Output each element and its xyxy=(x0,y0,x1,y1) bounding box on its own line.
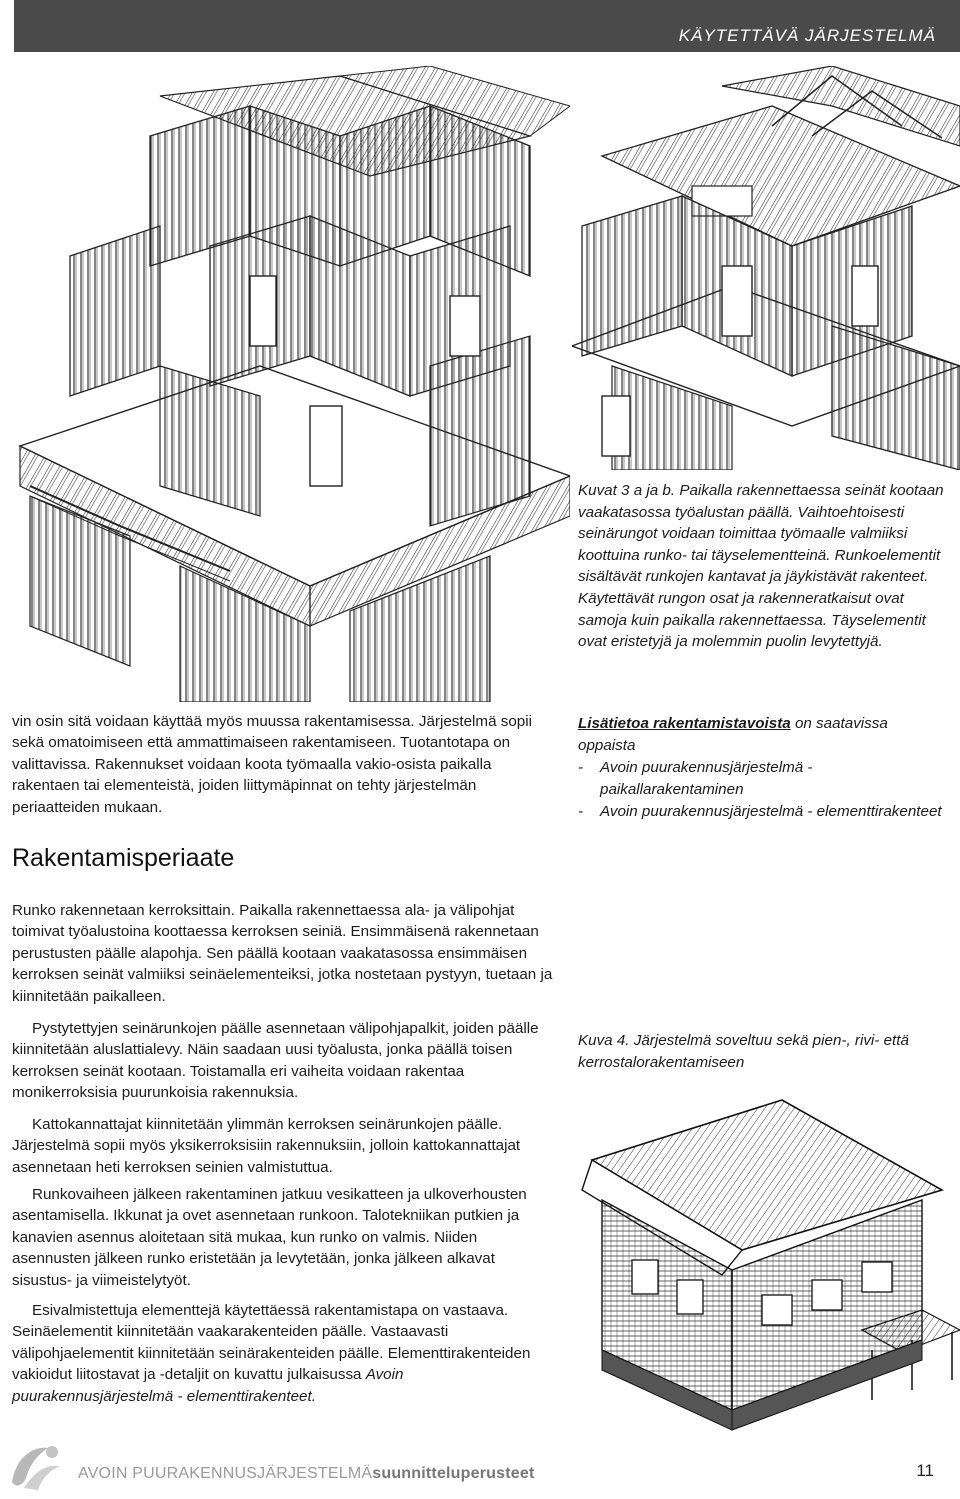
info-lead-rest: on saatavissa oppaista xyxy=(578,715,888,754)
info-item-2: Avoin puurakennusjärjestelmä - elementtirakenteet xyxy=(600,803,942,820)
info-list-item xyxy=(578,801,948,823)
body-paragraph-5-start: Esivalmistettuja elementtejä käytettäessä rakentamistapa on vastaava. Seinäelementit kiinnitetään vaakarakenteiden päälle. Vastaavasti välipohjaelementit kiinnitetään seinärakenteiden päälle. Elementtirakenteiden vakioidut liitostavat ja -detaljit on kuvattu julkaisussa xyxy=(12,1302,531,1384)
figure-4-caption: Kuva 4. Järjestelmä soveltuu sekä pien-, rivi- että kerrostalorakentamiseen xyxy=(578,1032,909,1071)
figure-3b-framing-drawing xyxy=(572,66,960,470)
header-title: KÄYTETTÄVÄ JÄRJESTELMÄ xyxy=(678,26,936,45)
page-number: 11 xyxy=(916,1461,934,1480)
intro-paragraph: vin osin sitä voidaan käyttää myös muussa rakentamisessa. Järjestelmä sopii sekä omatoimiseen että ammattimaiseen rakentamiseen. Tuotantotapa on valittavissa. Rakennukset voidaan koota työmaalla vakio-osista paikalla rakentaen tai elementeistä, joiden liittymäpinnat on tehty järjestelmän periaatteiden mukaan. xyxy=(12,713,532,816)
publisher-logo xyxy=(4,1438,64,1494)
body-paragraph-5 xyxy=(12,1300,557,1407)
publication-title: Avoin puurakennusjärjestelmä - elementtirakenteet. xyxy=(12,1366,404,1405)
body-paragraph-5-text xyxy=(12,1300,557,1407)
figure-3a-framing-drawing xyxy=(10,66,570,702)
body-paragraph-3 xyxy=(12,1114,557,1178)
body-paragraph-4-text: Runkovaiheen jälkeen rakentaminen jatkuu vesikatteen ja ulkoverhousten asentamisella. Ikkunat ja ovet asennetaan runkoon. Talotekniikan putkien ja kanavien asennus aloitetaan sitä mukaa, kun runko on valmis. Niiden asennusten jälkeen runko eristetään ja levytetään, jonka jälkeen alkavat sisustus- ja viimeistelytyöt. xyxy=(12,1186,527,1289)
dash-bullet: - xyxy=(578,803,584,820)
footer-publication xyxy=(78,1465,534,1483)
figure-3-caption: Kuvat 3 a ja b. Paikalla rakennettaessa seinät kootaan vaakatasossa työalustan päällä. Vaihtoehtoisesti seinärungot voidaan toimittaa työmaalle valmiiksi koottuina runko- tai täyselementteinä. Runkoelementit sisältävät runkojen kantavat ja jäykistävät rakenteet. Käytettävät rungon osat ja rakenneratkaisut ovat samoja kuin paikalla rakennettaessa. Täyselementit ovat eristetyjä ja molemmin puolin levytettyjä. xyxy=(578,482,944,651)
body-paragraph-1: Runko rakennetaan kerroksittain. Paikalla rakennettaessa ala- ja välipohjat toimivat työalustoina koottaessa kerroksen seiniä. Ensimmäisenä rakennetaan perustusten päälle alapohja. Sen päällä kootaan vaakatasossa ensimmäisen kerroksen seinät valmiiksi seinäelementeiksi, jotka nostetaan pystyyn, tuetaan ja kiinnitetään paikalleen. xyxy=(12,902,553,1005)
footer-suffix: suunnitteluperusteet xyxy=(372,1465,535,1482)
info-block xyxy=(578,713,948,823)
body-paragraph-2 xyxy=(12,1018,557,1104)
info-list-item xyxy=(578,757,948,801)
figure-4-house-drawing xyxy=(572,1080,960,1460)
info-lead xyxy=(578,713,948,757)
body-paragraph-2-text: Pystytettyjen seinärunkojen päälle asennetaan välipohjapalkit, joiden päälle kiinnitetään aluslattialevy. Näin saadaan uusi työalusta, jonka päällä toisen kerroksen seinät kootaan. Toistamalla eri vaiheita voidaan rakentaa monikerroksisia puurunkoisia rakennuksia. xyxy=(12,1020,539,1102)
body-paragraph-4 xyxy=(12,1184,557,1291)
info-item-1: Avoin puurakennusjärjestelmä - paikallarakentaminen xyxy=(600,759,813,798)
header-bar xyxy=(14,0,960,52)
info-lead-bold: Lisätietoa rakentamistavoista xyxy=(578,715,791,732)
body-paragraph-3-text: Kattokannattajat kiinnitetään ylimmän kerroksen seinärunkojen päälle. Järjestelmä sopii myös yksikerroksisiin rakennuksiin, jolloin kattokannattajat asennetaan heti kerroksen seinien valmistuttua. xyxy=(12,1116,521,1176)
dash-bullet: - xyxy=(578,759,584,776)
section-heading: Rakentamisperiaate xyxy=(12,844,235,872)
footer-brand: AVOIN PUURAKENNUSJÄRJESTELMÄ xyxy=(78,1465,373,1482)
